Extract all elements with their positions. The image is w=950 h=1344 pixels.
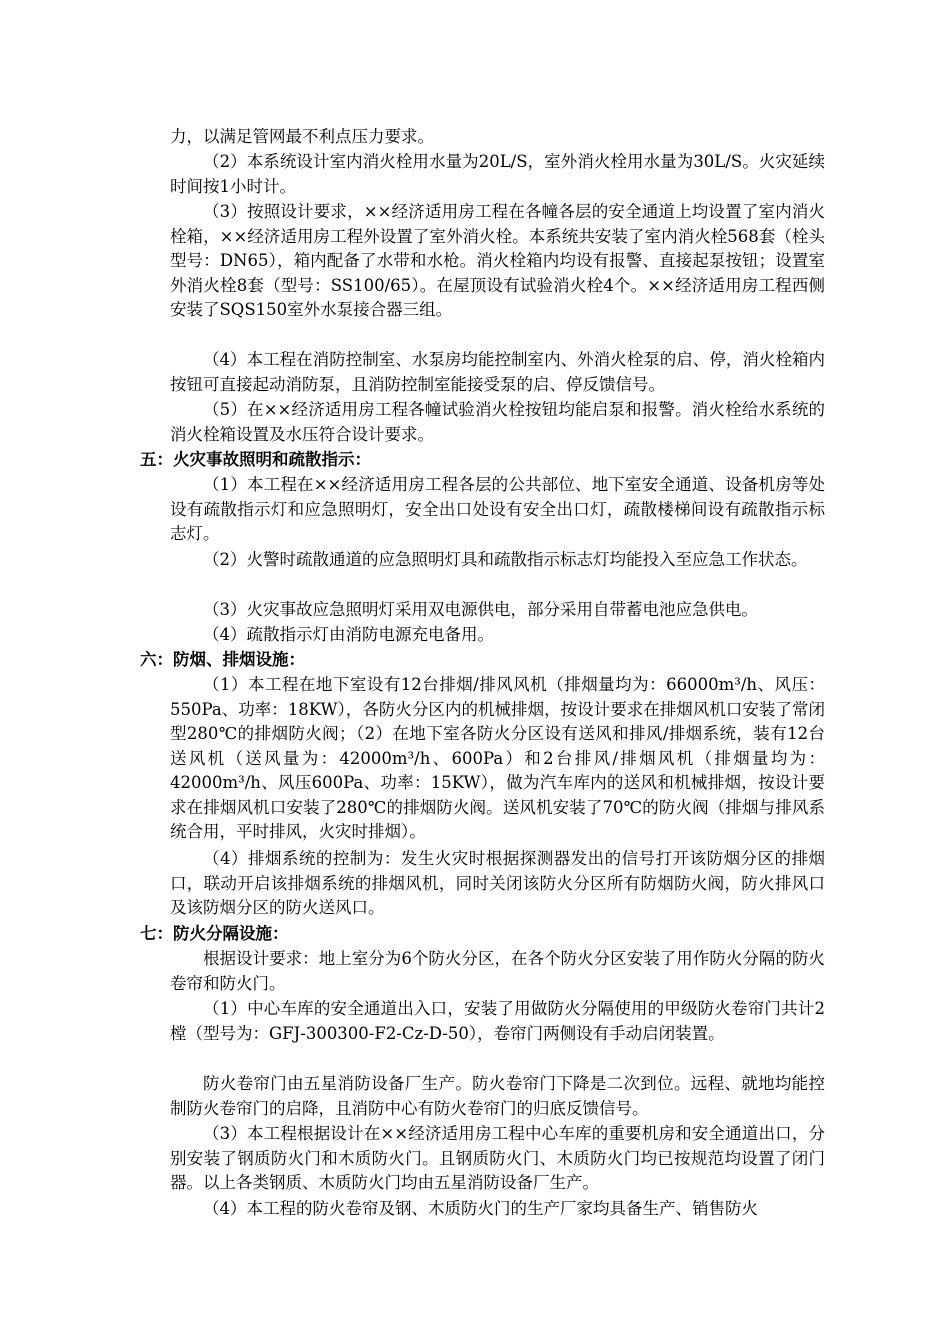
section-heading: 七：防火分隔设施：: [140, 924, 289, 943]
paragraph: 防火卷帘门由五星消防设备厂生产。防火卷帘门下降是二次到位。远程、就地均能控制防火卷帘门的启降，且消防中心有防火卷帘门的归底反馈信号。: [170, 1074, 825, 1118]
paragraph: （1）中心车库的安全通道出入口，安装了用做防火分隔使用的甲级防火卷帘门共计2樘（型号为：GFJ-300300-F2-Cz-D-50），卷帘门两侧设有手动启闭装置。: [170, 999, 825, 1043]
paragraph: （4）疏散指示灯由消防电源充电备用。: [203, 625, 494, 644]
paragraph: （4）本工程在消防控制室、水泵房均能控制室内、外消火栓泵的启、停，消火栓箱内按钮可直接起动消防泵，且消防控制室能接受泵的启、停反馈信号。: [170, 350, 825, 394]
paragraph: （5）在××经济适用房工程各幢试验消火栓按钮均能启泵和报警。消火栓给水系统的消火栓箱设置及水压符合设计要求。: [170, 400, 825, 444]
paragraph: （3）火灾事故应急照明灯采用双电源供电，部分采用自带蓄电池应急供电。: [203, 600, 758, 619]
paragraph: （3）本工程根据设计在××经济适用房工程中心车库的重要机房和安全通道出口，分别安装了钢质防火门和木质防火门。且钢质防火门、木质防火门均已按规范均设置了闭门器。以上各类钢质、木质防火门均由五星消防设备厂生产。: [170, 1124, 825, 1192]
paragraph: （3）按照设计要求，××经济适用房工程在各幢各层的安全通道上均设置了室内消火栓箱，××经济适用房工程外设置了室外消火栓。本系统共安装了室内消火栓568套（栓头型号：DN65），箱内配备了水带和水枪。消火栓箱内均设有报警、直接起泵按钮；设置室外消火栓8套（型号：SS100/65）。在屋顶设有试验消火栓4个。××经济适用房工程西侧安装了SQS150室外水泵接合器三组。: [170, 202, 825, 319]
paragraph: （4）排烟系统的控制为：发生火灾时根据探测器发出的信号打开该防烟分区的排烟口，联动开启该排烟系统的排烟风机，同时关闭该防火分区所有防烟防火阀，防火排风口及该防烟分区的防火送风口。: [170, 849, 825, 917]
paragraph: 力，以满足管网最不利点压力要求。: [170, 127, 434, 146]
paragraph: （4）本工程的防火卷帘及钢、木质防火门的生产厂家均具备生产、销售防火: [203, 1199, 758, 1218]
section-heading: 六：防烟、排烟设施：: [140, 650, 305, 669]
paragraph: （2）火警时疏散通道的应急照明灯具和疏散指示标志灯均能投入至应急工作状态。: [203, 550, 808, 569]
paragraph: 根据设计要求：地上室分为6个防火分区，在各个防火分区安装了用作防火分隔的防火卷帘和防火门。: [170, 949, 825, 993]
section-heading: 五：火灾事故照明和疏散指示：: [140, 450, 371, 469]
paragraph: （1）本工程在地下室设有12台排烟/排风风机（排烟量均为：66000m³/h、风压：550Pa、功率：18KW），各防火分区内的机械排烟，按设计要求在排烟风机口安装了常闭型280℃的排烟防火阀；（2）在地下室各防火分区设有送风和排风/排烟系统，装有12台送风机（送风量为：42000m³/h、600Pa）和2台排风/排烟风机（排烟量均为：42000m³/h、风压600Pa、功率：15KW），做为汽车库内的送风和机械排烟，按设计要求在排烟风机口安装了280℃的排烟防火阀。送风机安装了70℃的防火阀（排烟与排风系统合用，平时排风，火灾时排烟）。: [170, 675, 825, 841]
paragraph: （2）本系统设计室内消火栓用水量为20L/S，室外消火栓用水量为30L/S。火灾延续时间按1小时计。: [170, 152, 825, 196]
paragraph: （1）本工程在××经济适用房工程各层的公共部位、地下室安全通道、设备机房等处设有疏散指示灯和应急照明灯，安全出口处设有安全出口灯，疏散楼梯间设有疏散指示标志灯。: [170, 475, 825, 543]
